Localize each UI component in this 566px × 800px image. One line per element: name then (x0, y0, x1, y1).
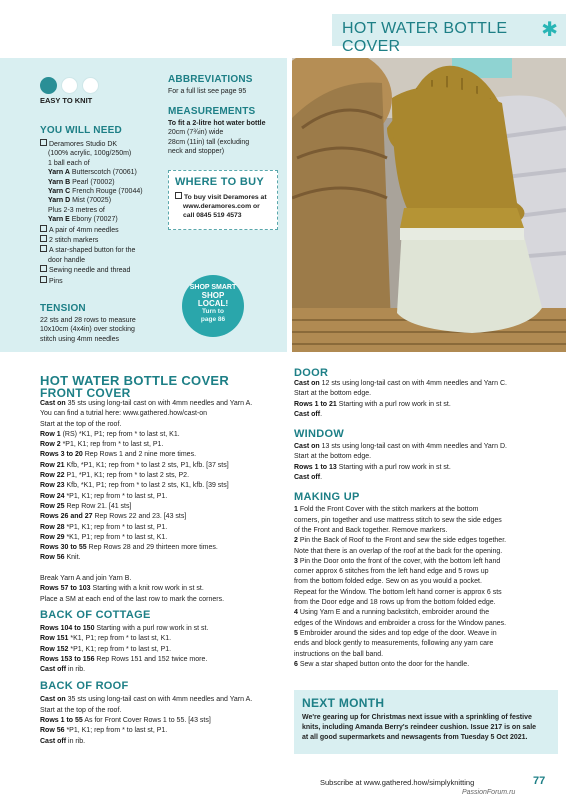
materials-item: Yarn E Ebony (70027) (48, 216, 118, 224)
materials-item: door handle (48, 256, 85, 264)
instruction-line: Rows 57 to 103 Starting with a knit row work in st st. (40, 585, 204, 593)
next-month-box (294, 690, 558, 754)
window-instructions (294, 442, 560, 483)
materials-item: 1 ball each of (48, 159, 90, 167)
instruction-line: Row 151 *K1, P1; rep from * to last st, K1. (40, 635, 172, 643)
skill-dot-filled (40, 77, 57, 94)
materials-item: A star-shaped button for the (40, 245, 165, 255)
instruction-line: Row 56 Knit. (40, 554, 81, 562)
section-header (332, 14, 566, 55)
checkbox-icon (40, 235, 47, 242)
materials-item: A pair of 4mm needles (40, 225, 165, 235)
instruction-line: Cast off in rib. (40, 666, 86, 674)
instruction-line: Row 152 *P1, K1; rep from * to last st, P1. (40, 645, 172, 653)
page-number: 77 (533, 775, 546, 787)
instruction-line: Row 56 *P1, K1; rep from * to last st, P1. (40, 727, 168, 735)
where-to-buy-heading: WHERE TO BUY (175, 176, 264, 188)
making-up-heading: MAKING UP (294, 491, 360, 504)
subscribe-link[interactable]: Subscribe at www.gathered.how/simplyknitting (320, 778, 475, 787)
instruction-line: Repeat for the Window. The bottom left hand corner is approx 6 sts (294, 588, 502, 596)
instruction-line: Rows 26 and 27 Rep Rows 22 and 23. [43 sts] (40, 513, 187, 521)
making-up-instructions (294, 505, 560, 670)
checkbox-icon (40, 276, 47, 283)
skill-label: EASY TO KNIT (40, 96, 93, 105)
instruction-line: 3 Pin the Door onto the front of the cover, with the bottom left hand (294, 557, 501, 565)
window-heading: WINDOW (294, 428, 345, 441)
materials-item: Plus 2-3 metres of (48, 206, 105, 214)
instruction-line: Row 2 *P1, K1; rep from * to last st, P1. (40, 441, 164, 449)
instruction-line: Rows 104 to 150 Starting with a purl row work in st st. (40, 624, 209, 632)
back-cottage-heading: BACK OF COTTAGE (40, 608, 151, 621)
back-roof-instructions (40, 695, 290, 746)
materials-item: Sewing needle and thread (40, 265, 165, 275)
pattern-title: HOT WATER BOTTLE COVER (40, 373, 230, 388)
materials-section (40, 125, 165, 286)
product-photo (292, 58, 566, 352)
measurements-heading: MEASUREMENTS (168, 106, 256, 117)
tension-heading: TENSION (40, 303, 86, 314)
watermark: PassionForum.ru (462, 789, 516, 796)
instruction-line: 6 Sew a star shaped button onto the door for the handle. (294, 660, 470, 668)
back-cottage-instructions (40, 624, 290, 675)
measurements-text: To fit a 2-litre hot water bottle 20cm (7¾in) wide 28cm (11in) tall (excluding neck and stopper) (168, 120, 266, 156)
back-roof-heading: BACK OF ROOF (40, 680, 129, 693)
door-instructions (294, 379, 560, 420)
instruction-line: 1 Fold the Front Cover with the stitch markers at the bottom (294, 506, 479, 514)
front-cover-instructions (40, 399, 290, 605)
instruction-line: from the bottom folded edge. Sew on as you would a pocket. (294, 578, 482, 586)
instruction-line: Note that there is an overlap of the roof at the back for the opening. (294, 547, 503, 555)
instruction-line: Cast on 35 sts using long-tail cast on with 4mm needles and Yarn A. (40, 696, 253, 704)
instruction-line: Row 21 Kfb, *P1, K1; rep from * to last 2 sts, P1, kfb. [37 sts] (40, 461, 229, 469)
instruction-line (40, 564, 290, 574)
instruction-line: Rows 1 to 21 Starting with a purl row work in st st. (294, 400, 451, 408)
instruction-line: Row 29 *K1, P1; rep from * to last st, K1. (40, 533, 168, 541)
instruction-line: Row 24 *P1, K1; rep from * to last st, P1. (40, 492, 168, 500)
where-to-buy-box (168, 170, 278, 230)
instruction-line: 2 Pin the Back of Roof to the Front and sew the side edges together. (294, 537, 507, 545)
instruction-line: Cast off. (294, 474, 323, 482)
instruction-line: Rows 1 to 13 Starting with a purl row work in st st. (294, 463, 451, 471)
shop-local-badge: SHOP SMART SHOP LOCAL! Turn to page 86 (182, 275, 244, 337)
next-month-heading: NEXT MONTH (302, 696, 385, 710)
checkbox-icon (40, 245, 47, 252)
materials-heading: YOU WILL NEED (40, 125, 122, 136)
pattern-column-right (294, 367, 560, 670)
materials-item: 2 stitch markers (40, 235, 165, 245)
door-heading: DOOR (294, 367, 329, 379)
materials-item: Deramores Studio DK (40, 139, 165, 149)
instruction-line: Row 22 P1, *P1, K1; rep from * to last 2 sts, P2. (40, 472, 190, 480)
next-month-text: We're gearing up for Christmas next issue with a sprinkling of festive knits, including Amanda Berry's reindeer cushion. Issue 217 is on sale at all good supermarkets and newsagents from Tuesday 5 Oct 2021. (302, 714, 537, 741)
where-to-buy-line: To buy visit Deramores at (175, 192, 267, 202)
instruction-line: Rows 1 to 55 As for Front Cover Rows 1 to 55. [43 sts] (40, 717, 211, 725)
checkbox-icon (40, 139, 47, 146)
tension-text: 22 sts and 28 rows to measure 10x10cm (4x4in) over stocking stitch using 4mm needles (40, 317, 136, 343)
instruction-line: Cast off. (294, 410, 323, 418)
where-to-buy-text: To buy visit Deramores at www.deramores.com or call 0845 519 4573 (175, 192, 267, 220)
instruction-line: Row 25 Rep Row 21. [41 sts] (40, 502, 132, 510)
materials-item: Yarn D Mist (70025) (48, 197, 112, 205)
materials-item: Yarn B Pearl (70002) (48, 178, 115, 186)
instruction-line: Row 28 *P1, K1; rep from * to last st, P1. (40, 523, 168, 531)
measurements-section (168, 106, 290, 157)
abbreviations-text: For a full list see page 95 (168, 88, 247, 95)
pattern-column-left (40, 374, 290, 747)
instruction-line: Rows 153 to 156 Rep Rows 151 and 152 twice more. (40, 655, 208, 663)
instruction-line: Row 23 Kfb, *K1, P1; rep from * to last 2 sts, K1, kfb. [39 sts] (40, 482, 229, 490)
instruction-line: Row 1 (RS) *K1, P1; rep from * to last st, K1. (40, 430, 180, 438)
materials-list (40, 139, 165, 286)
materials-item: Pins (40, 276, 165, 286)
materials-item: (100% acrylic, 100g/250m) (48, 150, 132, 158)
instruction-line: corner approx 6 stitches from the left hand edge and 5 rows up (294, 568, 489, 576)
front-cover-heading: FRONT COVER (40, 386, 131, 400)
instruction-line: instructions on the ball band. (294, 650, 384, 658)
instruction-line: Start at the top of the roof. (40, 706, 122, 714)
instruction-line: Cast on 35 sts using long-tail cast on with 4mm needles and Yarn A. (40, 400, 253, 407)
checkbox-icon (175, 192, 182, 199)
instruction-line: Start at the bottom edge. (294, 390, 372, 398)
skill-dot-empty (61, 77, 78, 94)
instruction-line: ends and block gently to measurements, following any yarn care (294, 640, 494, 648)
instruction-line: Cast on 12 sts using long-tail cast on with 4mm needles and Yarn C. (294, 380, 507, 387)
instruction-line: Start at the bottom edge. (294, 453, 372, 461)
instruction-line: edges of the Windows and embroider a cross for the Window panes. (294, 619, 507, 627)
abbreviations-heading: ABBREVIATIONS (168, 74, 253, 85)
abbreviations-section (168, 74, 288, 96)
instruction-line: Cast off in rib. (40, 737, 86, 745)
skill-dot-empty (82, 77, 99, 94)
section-title: HOT WATER BOTTLE COVER (342, 20, 508, 55)
asterisk-icon: ✱ (541, 19, 558, 41)
checkbox-icon (40, 265, 47, 272)
checkbox-icon (40, 225, 47, 232)
instruction-line: corners, pin together and use mattress stitch to sew the side edges (294, 516, 502, 524)
instruction-line: 5 Embroider around the sides and top edge of the door. Weave in (294, 629, 497, 637)
instruction-line: Place a SM at each end of the last row to mark the corners. (40, 595, 225, 603)
materials-item: Yarn A Butterscotch (70061) (48, 169, 137, 177)
instruction-line: of the Front and Back together. Remove markers. (294, 526, 448, 534)
instruction-line: from the Door edge and 18 rows up from the bottom folded edge. (294, 599, 496, 607)
instruction-line: Break Yarn A and join Yarn B. (40, 575, 132, 583)
instruction-line: Rows 30 to 55 Rep Rows 28 and 29 thirteen more times. (40, 544, 218, 552)
instruction-line: You can find a tutrial here: www.gathered.how/cast-on (40, 410, 208, 418)
instruction-line: Rows 3 to 20 Rep Rows 1 and 2 nine more times. (40, 451, 197, 459)
instruction-line: Start at the top of the roof. (40, 420, 122, 428)
tension-section (40, 303, 165, 344)
materials-item: Yarn C French Rouge (70044) (48, 188, 143, 196)
instruction-line: 4 Using Yarn E and a running backstitch, embroider around the (294, 609, 490, 617)
instruction-line: Cast on 13 sts using long-tail cast on with 4mm needles and Yarn D. (294, 443, 507, 451)
